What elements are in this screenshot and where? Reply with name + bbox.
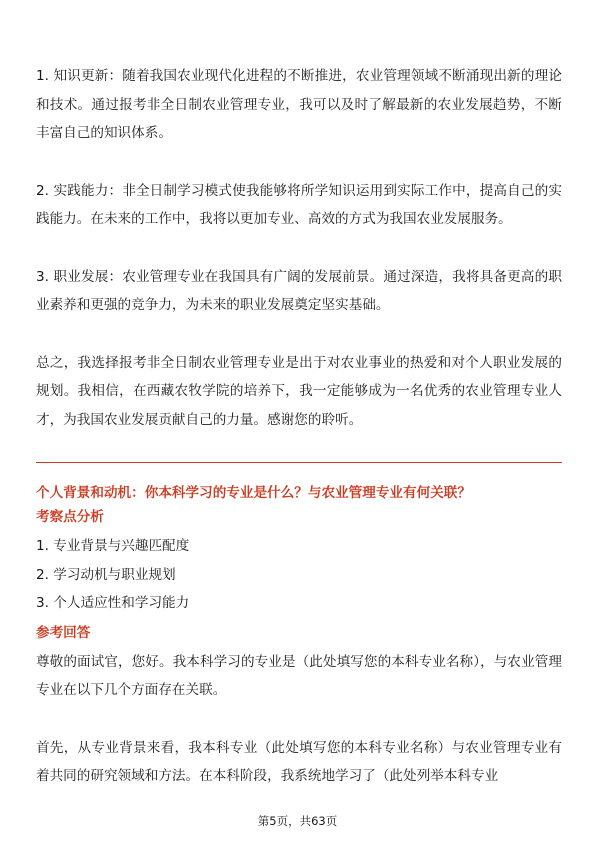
analysis-item: 1. 专业背景与兴趣匹配度 <box>36 538 190 554</box>
analysis-item: 2. 学习动机与职业规划 <box>36 566 176 583</box>
section-divider <box>36 462 562 463</box>
paragraph-practical-ability: 2. 实践能力：非全日制学习模式使我能够将所学知识运用到实际工作中，提高自己的实践能力。在未来的工作中，我将以更加专业、高效的方式为我国农业发展服务。 <box>36 182 562 227</box>
document-page <box>36 62 562 784</box>
question-title: 个人背景和动机：你本科学习的专业是什么？与农业管理专业有何关联？ <box>36 485 471 501</box>
paragraph-conclusion: 总之，我选择报考非全日制农业管理专业是出于对农业事业的热爱和对个人职业发展的规划。我相信，在西藏农牧学院的培养下，我一定能够成为一名优秀的农业管理专业人才，为我国农业发展贡献自己的力量。感谢您的聆听。 <box>36 354 562 428</box>
answer-paragraph: 尊敬的面试官，您好。我本科学习的专业是（此处填写您的本科专业名称），与农业管理专业在以下几个方面存在关联。 <box>36 653 562 698</box>
paragraph-knowledge-update: 1. 知识更新：随着我国农业现代化进程的不断推进，农业管理领域不断涌现出新的理论和技术。通过报考非全日制农业管理专业，我可以及时了解最新的农业发展趋势，不断丰富自己的知识体系。 <box>36 68 562 141</box>
answer-paragraph: 首先，从专业背景来看，我本科专业（此处填写您的本科专业名称）与农业管理专业有着共同的研究领域和方法。在本科阶段，我系统地学习了（此处列举本科专业 <box>36 739 562 784</box>
question-section <box>36 482 562 791</box>
analysis-heading: 考察点分析 <box>36 509 104 525</box>
answer-heading: 参考回答 <box>36 624 91 641</box>
page-number: 第5页，共63页 <box>257 814 338 828</box>
paragraph-career-development: 3. 职业发展：农业管理专业在我国具有广阔的发展前景。通过深造，我将具备更高的职业素养和更强的竞争力，为未来的职业发展奠定坚实基础。 <box>36 268 562 313</box>
analysis-item: 3. 个人适应性和学习能力 <box>36 595 190 611</box>
